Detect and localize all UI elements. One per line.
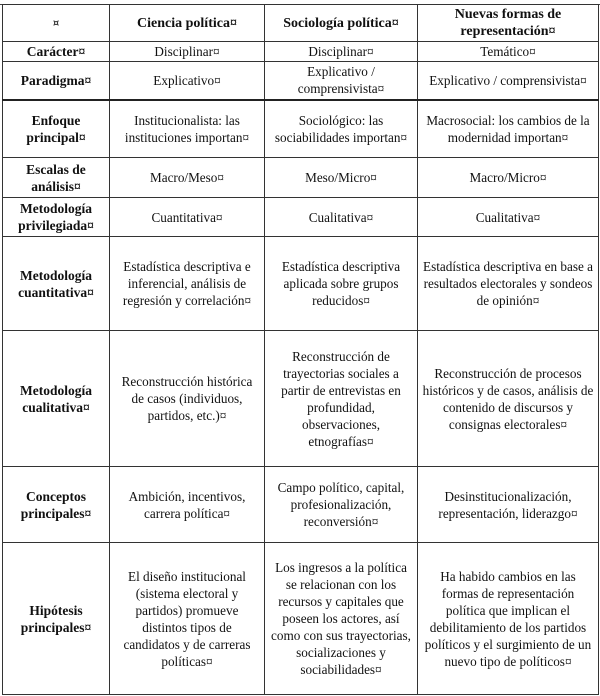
- table-row: [3, 467, 599, 543]
- table-cell: Reconstrucción histórica de casos (individuos, partidos, etc.)¤: [110, 331, 265, 467]
- table-cell: Ambición, incentivos, carrera política¤: [110, 467, 265, 543]
- table-row: [3, 237, 599, 331]
- row-label: Metodología privilegiada¤: [3, 198, 110, 237]
- table-cell: Explicativo / comprensivista¤: [418, 62, 599, 100]
- table-cell: Ha habido cambios en las formas de representación política que implican el debilitamiento de los partidos políticos y el surgimiento de un nuevo tipo de políticos¤: [418, 543, 599, 695]
- row-label: Escalas de análisis¤: [3, 158, 110, 198]
- header-sociologia-politica: Sociología política¤: [265, 5, 418, 42]
- table-cell: Reconstrucción de trayectorias sociales a partir de entrevistas en profundidad, observaciones, etnografías¤: [265, 331, 418, 467]
- table-row: [3, 100, 599, 158]
- table-row: [3, 198, 599, 237]
- table-cell: Cualitativa¤: [265, 198, 418, 237]
- table-cell: El diseño institucional (sistema electoral y partidos) promueve distintos tipos de candidatos y de carreras políticas¤: [110, 543, 265, 695]
- table-row: [3, 331, 599, 467]
- header-corner: ¤: [3, 5, 110, 42]
- comparison-table: [2, 4, 599, 695]
- table-cell: Cuantitativa¤: [110, 198, 265, 237]
- table-cell: Disciplinar¤: [110, 42, 265, 62]
- header-nuevas-formas: Nuevas formas de representación¤: [418, 5, 599, 42]
- table-cell: Institucionalista: las instituciones importan¤: [110, 100, 265, 158]
- table-cell: Estadística descriptiva en base a resultados electorales y sondeos de opinión¤: [418, 237, 599, 331]
- table-cell: Explicativo / comprensivista¤: [265, 62, 418, 100]
- table-row: [3, 543, 599, 695]
- table-cell: Desinstitucionalización, representación, liderazgo¤: [418, 467, 599, 543]
- table-cell: Campo político, capital, profesionalización, reconversión¤: [265, 467, 418, 543]
- table-cell: Los ingresos a la política se relacionan con los recursos y capitales que poseen los actores, así como con sus trayectorias, socializaciones y sociabilidades¤: [265, 543, 418, 695]
- row-label: Hipótesis principales¤: [3, 543, 110, 695]
- table-row: [3, 158, 599, 198]
- row-label: Carácter¤: [3, 42, 110, 62]
- header-row: [3, 5, 599, 42]
- row-label: Enfoque principal¤: [3, 100, 110, 158]
- row-label: Paradigma¤: [3, 62, 110, 100]
- row-label: Metodología cuantitativa¤: [3, 237, 110, 331]
- table-cell: Temático¤: [418, 42, 599, 62]
- table-cell: Meso/Micro¤: [265, 158, 418, 198]
- table-row: [3, 42, 599, 62]
- table-cell: Disciplinar¤: [265, 42, 418, 62]
- table-cell: Estadística descriptiva e inferencial, análisis de regresión y correlación¤: [110, 237, 265, 331]
- table-cell: Macro/Meso¤: [110, 158, 265, 198]
- table-cell: Cualitativa¤: [418, 198, 599, 237]
- table-cell: Macro/Micro¤: [418, 158, 599, 198]
- table-cell: Estadística descriptiva aplicada sobre grupos reducidos¤: [265, 237, 418, 331]
- header-ciencia-politica: Ciencia política¤: [110, 5, 265, 42]
- table-cell: Explicativo¤: [110, 62, 265, 100]
- table-cell: Sociológico: las sociabilidades importan¤: [265, 100, 418, 158]
- table-cell: Macrosocial: los cambios de la modernidad importan¤: [418, 100, 599, 158]
- table-cell: Reconstrucción de procesos históricos y de casos, análisis de contenido de discursos y consignas electorales¤: [418, 331, 599, 467]
- row-label: Metodología cualitativa¤: [3, 331, 110, 467]
- table-row: [3, 62, 599, 100]
- row-label: Conceptos principales¤: [3, 467, 110, 543]
